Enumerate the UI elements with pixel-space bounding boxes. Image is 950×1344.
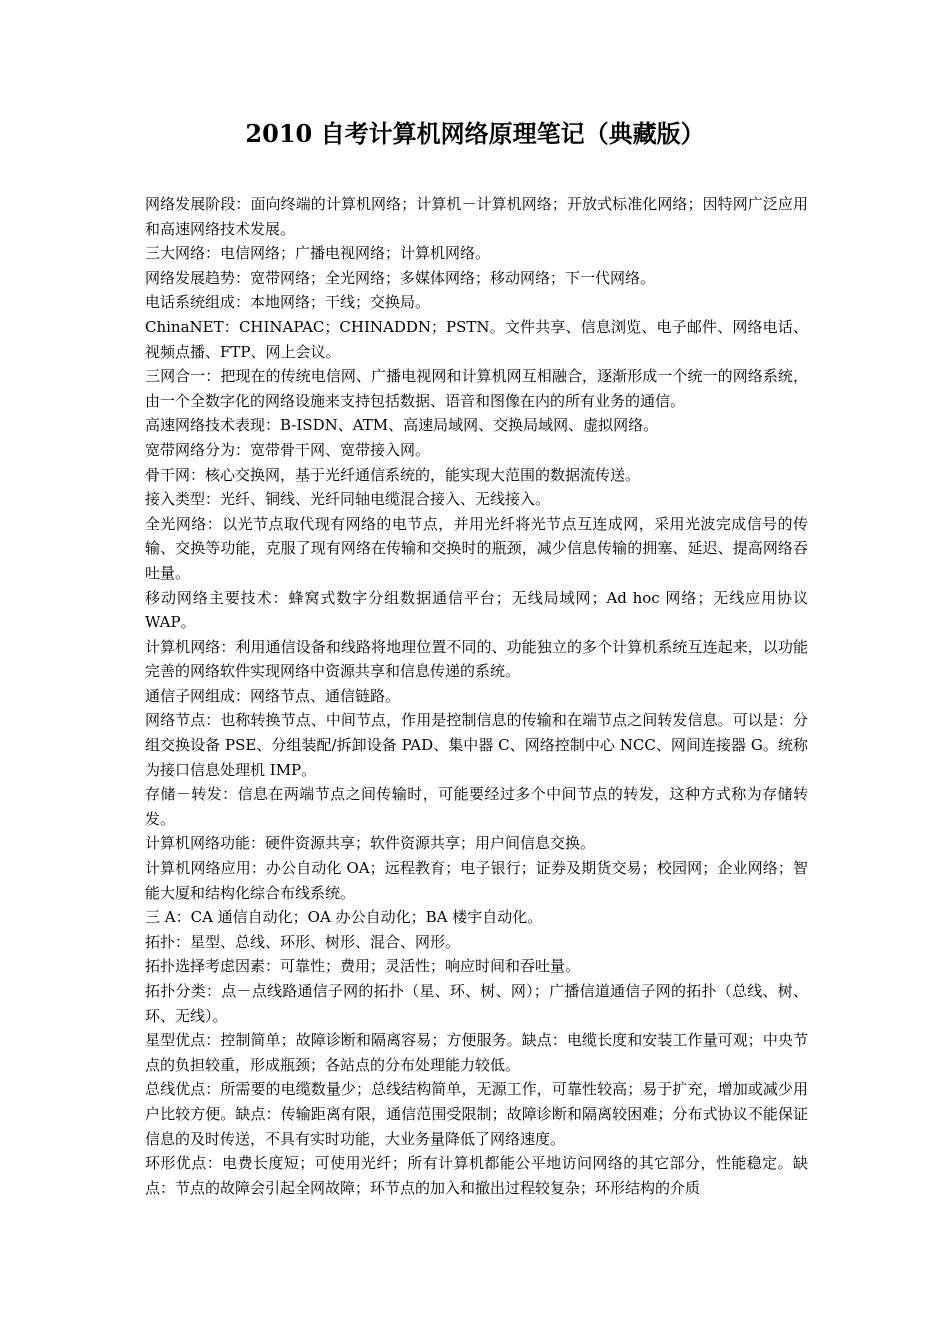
paragraph: 移动网络主要技术：蜂窝式数字分组数据通信平台；无线局域网；Ad hoc 网络；无线应用协议 WAP。 bbox=[145, 588, 808, 632]
paragraph: 全光网络：以光节点取代现有网络的电节点，并用光纤将光节点互连成网，采用光波完成信号的传输、交换等功能，克服了现有网络在传输和交换时的瓶颈，减少信息传输的拥塞、延迟、提高网络吞吐量。 bbox=[145, 514, 808, 582]
paragraph: 计算机网络：利用通信设备和线路将地理位置不同的、功能独立的多个计算机系统互连起来，以功能完善的网络软件实现网络中资源共享和信息传递的系统。 bbox=[145, 637, 808, 681]
paragraph: 电话系统组成：本地网络；干线；交换局。 bbox=[145, 293, 431, 312]
paragraph: 拓扑选择考虑因素：可靠性；费用；灵活性；响应时间和吞吐量。 bbox=[145, 957, 581, 976]
paragraph: 高速网络技术表现：B-ISDN、ATM、高速局域网、交换局域网、虚拟网络。 bbox=[145, 416, 659, 435]
paragraph: 拓扑：星型、总线、环形、树形、混合、网形。 bbox=[145, 932, 461, 951]
paragraph: 存储－转发：信息在两端节点之间传输时，可能要经过多个中间节点的转发，这种方式称为存储转发。 bbox=[145, 785, 808, 828]
paragraph: 总线优点：所需要的电缆数量少；总线结构简单，无源工作，可靠性较高；易于扩充，增加或减少用户比较方便。缺点：传输距离有限，通信范围受限制；故障诊断和隔离较困难；分布式协议不能保证信息的及时传送，不具有实时功能，大业务量降低了网络速度。 bbox=[145, 1080, 808, 1148]
paragraph: 骨干网：核心交换网，基于光纤通信系统的，能实现大范围的数据流传送。 bbox=[145, 465, 641, 484]
document-title: 2010 自考计算机网络原理笔记（典藏版） bbox=[245, 119, 705, 148]
document-body bbox=[145, 192, 808, 1200]
paragraph: 网络发展阶段：面向终端的计算机网络；计算机－计算机网络；开放式标准化网络；因特网广泛应用和高速网络技术发展。 bbox=[145, 195, 808, 238]
paragraph: ChinaNET：CHINAPAC；CHINADDN；PSTN。文件共享、信息浏览、电子邮件、网络电话、视频点播、FTP、网上会议。 bbox=[145, 317, 808, 361]
paragraph: 星型优点：控制简单；故障诊断和隔离容易；方便服务。缺点：电缆长度和安装工作量可观；中央节点的负担较重，形成瓶颈；各站点的分布处理能力较低。 bbox=[145, 1031, 808, 1074]
paragraph: 网络节点：也称转换节点、中间节点，作用是控制信息的传输和在端节点之间转发信息。可以是：分组交换设备 PSE、分组装配/拆卸设备 PAD、集中器 C、网络控制中心 NCC、网间连接器 G。统称为接口信息处理机 IMP。 bbox=[145, 711, 808, 779]
paragraph: 三大网络：电信网络；广播电视网络；计算机网络。 bbox=[145, 244, 491, 263]
paragraph: 宽带网络分为：宽带骨干网、宽带接入网。 bbox=[145, 440, 431, 459]
paragraph: 计算机网络功能：硬件资源共享；软件资源共享；用户间信息交换。 bbox=[145, 834, 596, 853]
paragraph: 计算机网络应用：办公自动化 OA；远程教育；电子银行；证券及期货交易；校园网；企业网络；智能大厦和结构化综合布线系统。 bbox=[145, 859, 808, 902]
paragraph: 接入类型：光纤、铜线、光纤同轴电缆混合接入、无线接入。 bbox=[145, 490, 551, 509]
paragraph: 三 A：CA 通信自动化；OA 办公自动化；BA 楼宇自动化。 bbox=[145, 908, 543, 927]
paragraph: 网络发展趋势：宽带网络；全光网络；多媒体网络；移动网络；下一代网络。 bbox=[145, 268, 656, 287]
paragraph: 三网合一：把现在的传统电信网、广播电视网和计算机网互相融合，逐渐形成一个统一的网络系统，由一个全数字化的网络设施来支持包括数据、语音和图像在内的所有业务的通信。 bbox=[145, 367, 808, 410]
paragraph: 通信子网组成：网络节点、通信链路。 bbox=[145, 686, 401, 705]
paragraph: 拓扑分类：点－点线路通信子网的拓扑（星、环、树、网）；广播信道通信子网的拓扑（总线、树、环、无线）。 bbox=[145, 982, 808, 1025]
paragraph: 环形优点：电费长度短；可使用光纤；所有计算机都能公平地访问网络的其它部分，性能稳定。缺点：节点的故障会引起全网故障；环节点的加入和撤出过程较复杂；环形结构的介质 bbox=[145, 1154, 808, 1197]
